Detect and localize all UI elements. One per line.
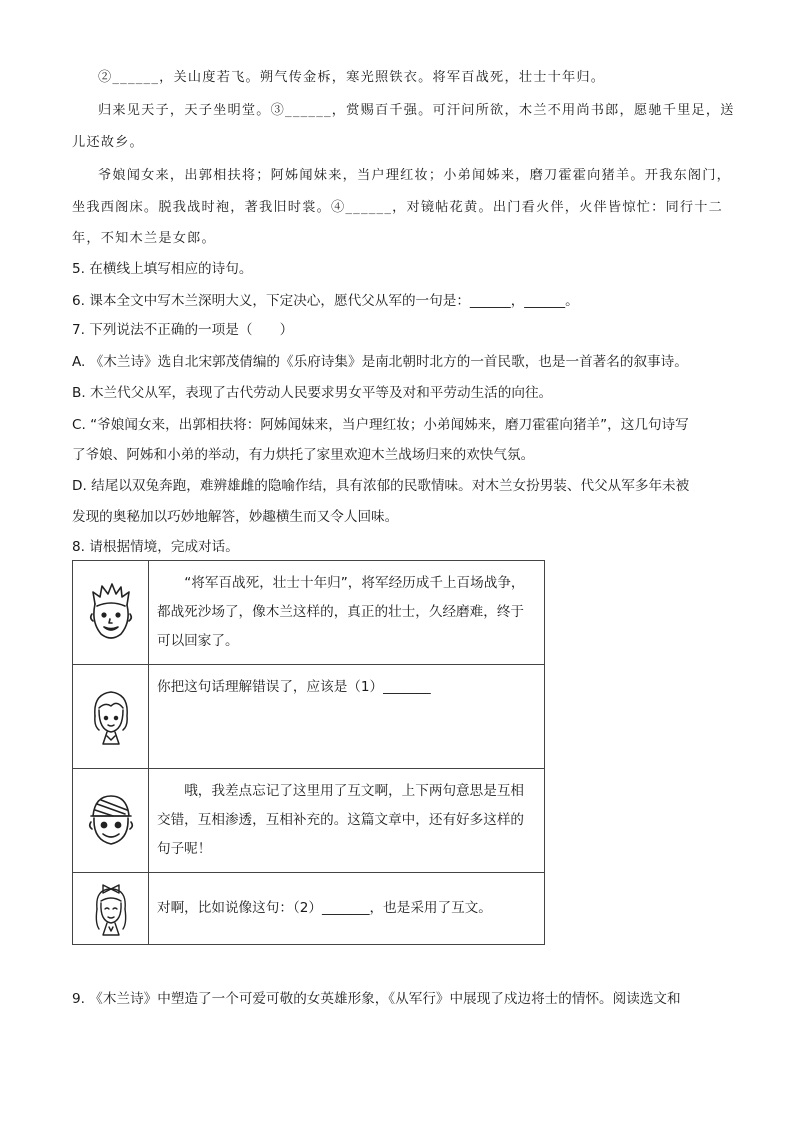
avatar-cell [73,665,149,769]
boy-cap-icon [87,792,135,850]
avatar-cell [73,769,149,873]
poem-line-2: 归来见天子，天子坐明堂。③______，赏赐百千强。可汗问所欲，木兰不用尚书郎，愿驰千里足，送 [98,103,735,118]
dialog-row [73,665,545,769]
question-7: 7. 下列说法不正确的一项是（ ） [72,322,294,338]
avatar-cell [73,873,149,945]
question-9: 9. 《木兰诗》中塑造了一个可爱可敬的女英雄形象，《从军行》中展现了戍边将士的情怀。阅读选文和 [72,991,681,1007]
girl-bow-icon [89,879,133,939]
poem-line-5: 坐我西阁床。脱我战时袍，著我旧时裳。④______，对镜帖花黄。出门看火伴，火伴皆惊忙：同行十二 [72,200,724,215]
question-7-option-b: B. 木兰代父从军，表现了古代劳动人民要求男女平等及对和平劳动生活的向往。 [72,385,553,401]
dialog-row [73,873,545,945]
poem-line-4: 爷娘闻女来，出郭相扶将；阿姊闻妹来，当户理红妆；小弟闻姊来，磨刀霍霍向猪羊。开我东阁门， [98,168,732,183]
dialog-row [73,769,545,873]
boy-spiky-hair-icon [87,582,135,644]
question-7-option-d-line1: D. 结尾以双兔奔跑，难辨雄雌的隐喻作结，具有浓郁的民歌情味。对木兰女扮男装、代父从军多年未被 [72,478,690,494]
dialog-text: 你把这句话理解错误了，应该是（1）_______ [149,665,545,769]
dialog-table [72,560,545,945]
girl-bob-hair-icon [89,686,133,748]
question-7-option-c-line1: C. “爷娘闻女来，出郭相扶将：阿姊闻妹来，当户理红妆；小弟闻姊来，磨刀霍霍向猪羊”，这几句诗写 [72,417,689,433]
dialog-text: 对啊，比如说像这句：（2）_______，也是采用了互文。 [149,873,545,945]
dialog-text: 哦，我差点忘记了这里用了互文啊，上下两句意思是互相交错，互相渗透，互相补充的。这篇文章中，还有好多这样的句子呢！ [149,769,545,873]
dialog-row [73,561,545,665]
dialog-text: “将军百战死，壮士十年归”，将军经历成千上百场战争，都战死沙场了，像木兰这样的，真正的壮士，久经磨难，终于可以回家了。 [149,561,545,665]
question-8: 8. 请根据情境，完成对话。 [72,539,239,555]
question-7-option-a: A. 《木兰诗》选自北宋郭茂倩编的《乐府诗集》是南北朝时北方的一首民歌，也是一首著名的叙事诗。 [72,354,688,370]
avatar-cell [73,561,149,665]
poem-line-1: ②______，关山度若飞。朔气传金柝，寒光照铁衣。将军百战死，壮士十年归。 [98,70,606,85]
question-7-option-d-line2: 发现的奥秘加以巧妙地解答，妙趣横生而又令人回味。 [72,509,399,525]
question-5: 5. 在横线上填写相应的诗句。 [72,261,253,277]
poem-line-6: 年，不知木兰是女郎。 [72,231,216,246]
question-7-option-c-line2: 了爷娘、阿姊和小弟的举动，有力烘托了家里欢迎木兰战场归来的欢快气氛。 [72,447,535,463]
question-6: 6. 课本全文中写木兰深明大义，下定决心，愿代父从军的一句是：______，______。 [72,293,579,309]
poem-line-3: 儿还故乡。 [72,135,144,150]
